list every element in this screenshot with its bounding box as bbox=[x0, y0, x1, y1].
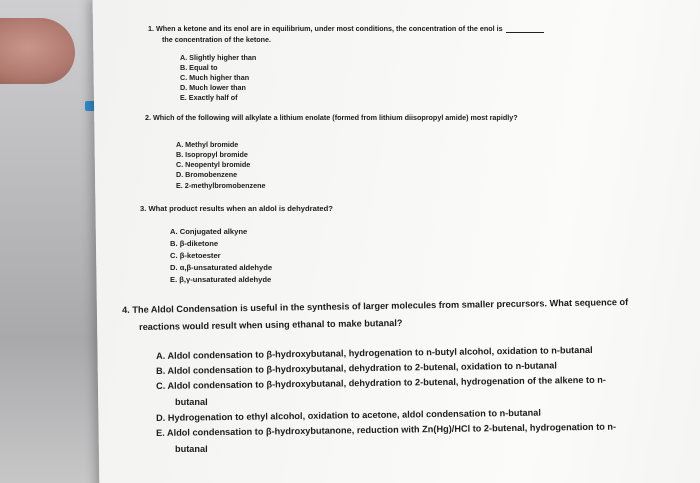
q2-option-b: B. Isopropyl bromide bbox=[176, 150, 248, 159]
q3-option-a: A. Conjugated alkyne bbox=[170, 227, 248, 236]
q3-option-e: E. β,γ-unsaturated aldehyde bbox=[170, 275, 272, 284]
question-3 bbox=[140, 204, 333, 213]
question-1-number: 1. bbox=[148, 24, 154, 33]
q2-option-a: A. Methyl bromide bbox=[176, 140, 239, 149]
q1-option-d: D. Much lower than bbox=[180, 83, 246, 92]
q4-option-a: A. Aldol condensation to β-hydroxybutanal, hydrogenation to n-butyl alcohol, oxidation to n-butanal bbox=[156, 344, 593, 361]
question-1 bbox=[148, 24, 544, 33]
question-4-text-line2: reactions would result when using ethanal to make butanal? bbox=[139, 317, 403, 332]
question-2-number: 2. bbox=[145, 113, 151, 122]
q3-option-b: B. β-diketone bbox=[170, 239, 219, 248]
q4-option-c: C. Aldol condensation to β-hydroxybutanal, dehydration to 2-butenal, hydrogenation of the alkene to n- bbox=[156, 374, 606, 391]
q2-option-d: D. Bromobenzene bbox=[176, 170, 238, 179]
question-3-text: What product results when an aldol is dehydrated? bbox=[148, 204, 333, 213]
question-2 bbox=[145, 113, 518, 122]
q4-option-e: E. Aldol condensation to β-hydroxybutanone, reduction with Zn(Hg)/HCl to 2-butenal, hydrogenation to n- bbox=[156, 421, 617, 438]
q4-option-b: B. Aldol condensation to β-hydroxybutanal, dehydration to 2-butenal, oxidation to n-butanal bbox=[156, 360, 557, 376]
q2-option-c: C. Neopentyl bromide bbox=[176, 160, 251, 169]
q3-option-d: D. α,β-unsaturated aldehyde bbox=[170, 263, 273, 272]
question-1-text-line2: the concentration of the ketone. bbox=[162, 35, 272, 44]
q4-option-c-continued: butanal bbox=[175, 397, 208, 407]
q1-option-a: A. Slightly higher than bbox=[180, 53, 257, 62]
q1-option-e: E. Exactly half of bbox=[180, 93, 238, 102]
q1-option-c: C. Much higher than bbox=[180, 73, 250, 82]
question-3-number: 3. bbox=[140, 204, 147, 213]
q1-option-b: B. Equal to bbox=[180, 63, 218, 72]
question-1-text-line1: When a ketone and its enol are in equilibrium, under most conditions, the concentration of the enol is bbox=[156, 24, 503, 33]
question-2-text: Which of the following will alkylate a lithium enolate (formed from lithium diisopropyl amide) most rapidly? bbox=[153, 113, 518, 122]
finger bbox=[0, 18, 75, 84]
question-4-text-line1: The Aldol Condensation is useful in the synthesis of larger molecules from smaller precursors. What sequence of bbox=[132, 297, 629, 315]
question-4-number: 4. bbox=[122, 304, 130, 315]
q2-option-e: E. 2-methylbromobenzene bbox=[176, 181, 266, 190]
q4-option-e-continued: butanal bbox=[175, 444, 208, 454]
q4-option-d: D. Hydrogenation to ethyl alcohol, oxidation to acetone, aldol condensation to n-butanal bbox=[156, 407, 541, 423]
q3-option-c: C. β-ketoester bbox=[170, 251, 221, 260]
answer-blank bbox=[506, 32, 544, 33]
